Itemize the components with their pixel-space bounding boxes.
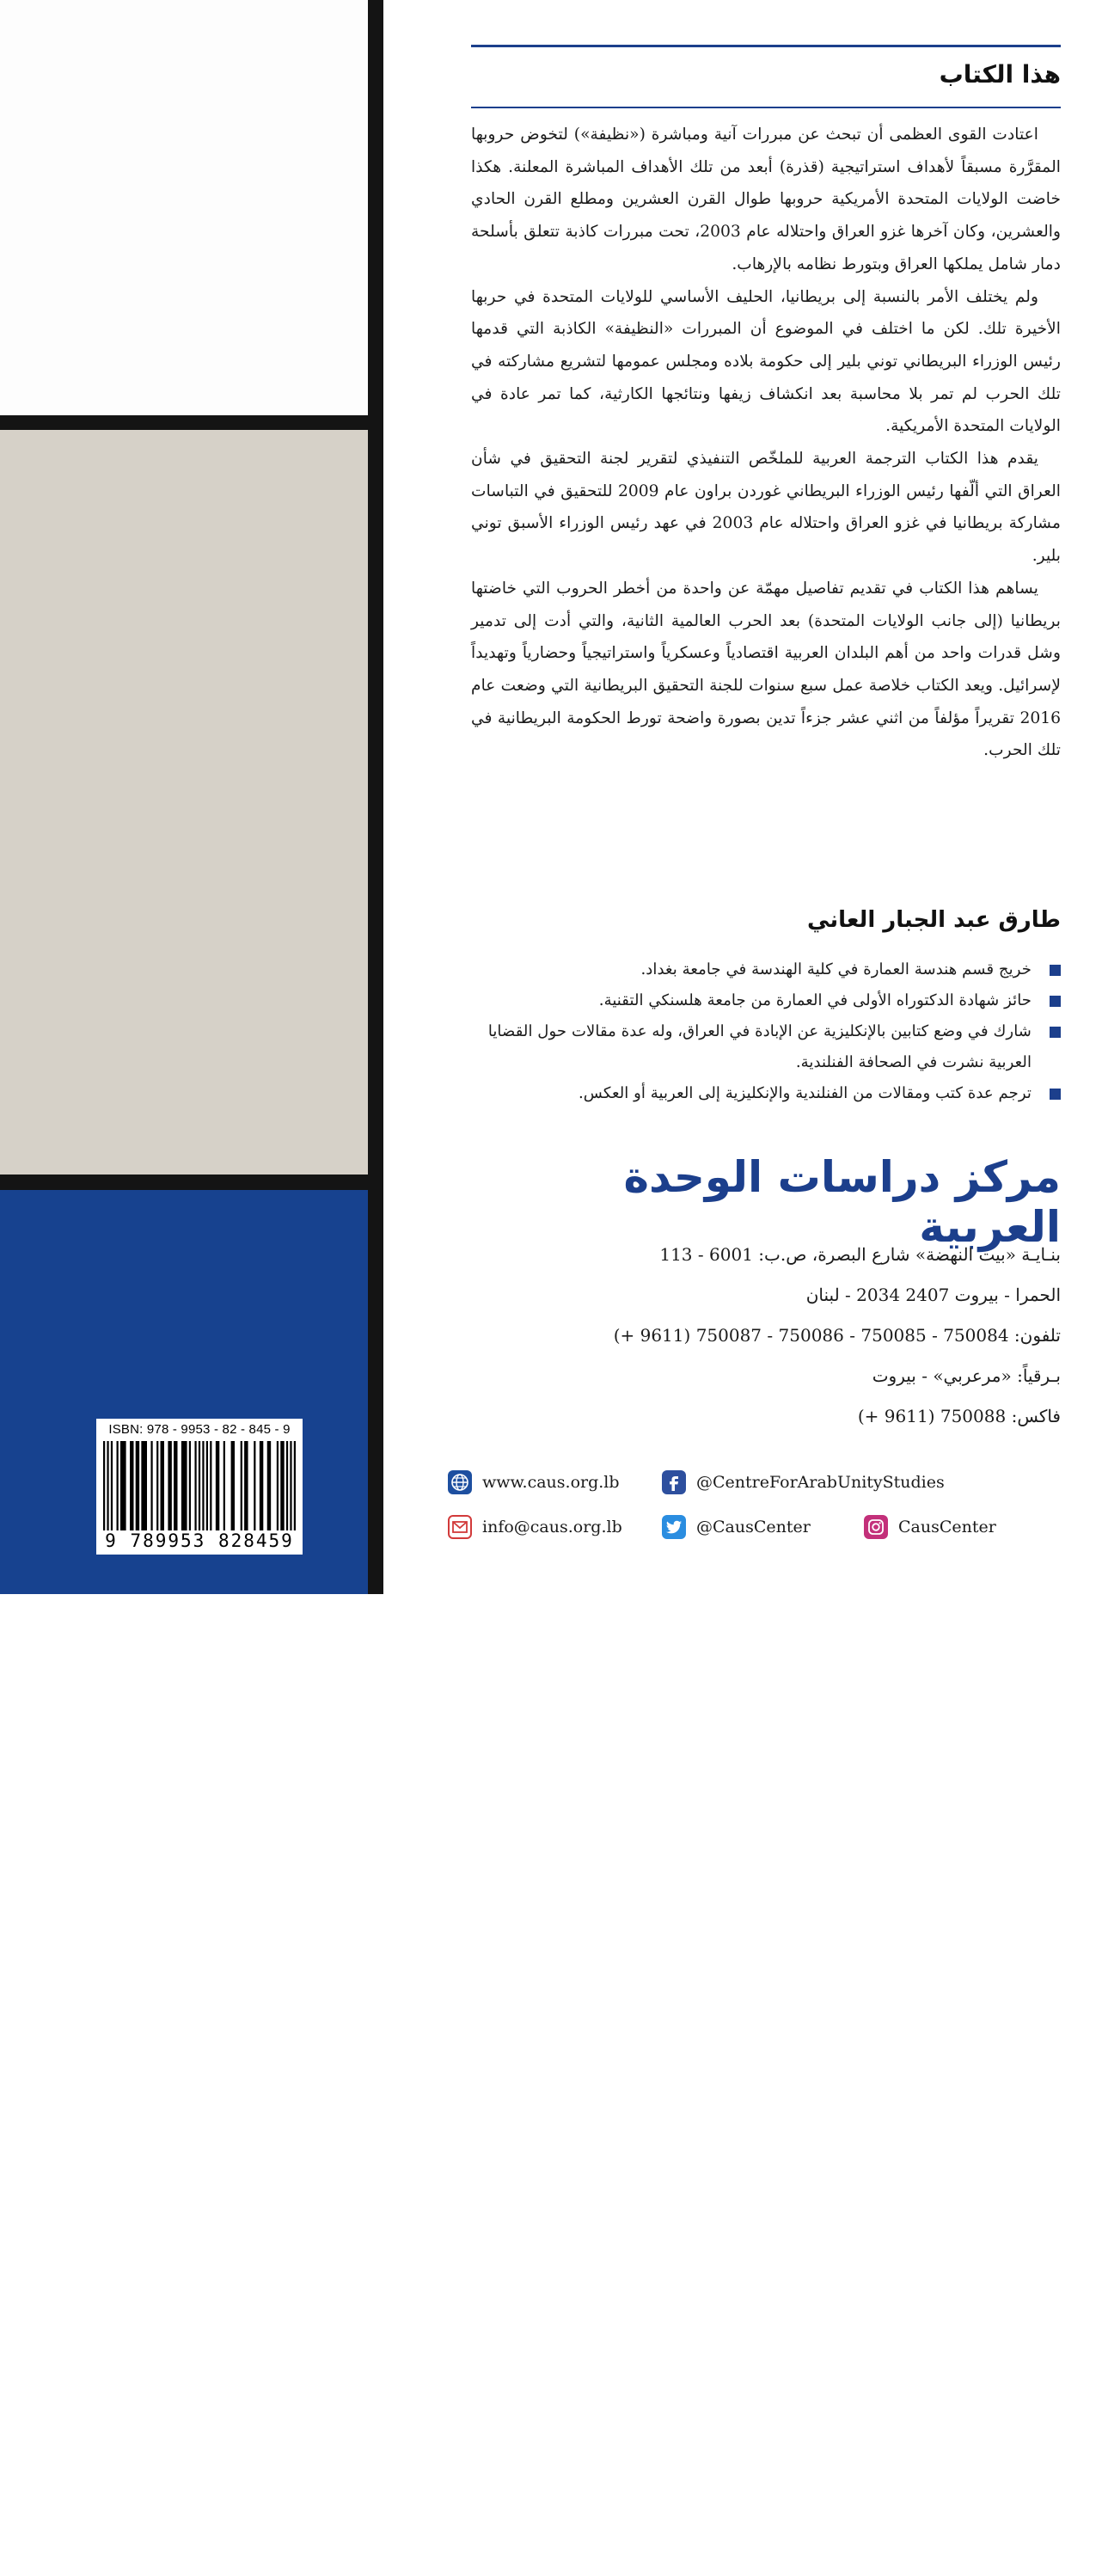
facebook-text: @CentreForArabUnityStudies — [696, 1473, 945, 1492]
barcode-bar — [141, 1441, 147, 1530]
paragraph: اعتادت القوى العظمى أن تبحث عن مبررات آنية ومباشرة («نظيفة») لتخوض حروبها المقرَّرة مسبقاً لأهداف استراتيجية (قذرة) أبعد من تلك الأهداف المباشرة المعلنة. هكذا خاضت الولايات المتحدة الأمريكية حروبها طوال القرن العشرين ومطلع القرن الحادي والعشرين، وكان آخرها غزو العراق واحتلاله عام 2003، تحت مبررات كاذبة تتعلق بأسلحة دمار شامل يملكها العراق وبتورط نظامه بالإرهاب. — [471, 126, 1061, 273]
email-link[interactable] — [448, 1515, 622, 1539]
bio-item — [471, 985, 1061, 1016]
bio-item — [471, 1016, 1061, 1078]
barcode-bar — [254, 1441, 255, 1530]
barcode-bar — [294, 1441, 296, 1530]
heading-rule — [471, 107, 1061, 108]
square-bullet-icon — [1050, 1027, 1061, 1038]
bio-text: خريج قسم هندسة العمارة في كلية الهندسة في جامعة بغداد. — [640, 960, 1032, 978]
square-bullet-icon — [1050, 1089, 1061, 1100]
isbn-label: ISBN: 978 - 9953 - 82 - 845 - 9 — [108, 1422, 291, 1437]
barcode-bar — [189, 1441, 191, 1530]
bio-item — [471, 954, 1061, 985]
fax-line: فاكس: 750088 (9611 +) — [857, 1406, 1061, 1426]
instagram-text: CausCenter — [898, 1518, 996, 1536]
square-bullet-icon — [1050, 996, 1061, 1007]
author-bio-list — [471, 954, 1061, 1109]
publisher-contact — [471, 1235, 1061, 1437]
website-text: www.caus.org.lb — [482, 1473, 620, 1492]
price-equivalent: أو ما يعادلها — [127, 2548, 215, 2569]
frame-divider-top — [0, 415, 368, 430]
bio-text: حائز شهادة الدكتوراه الأولى في العمارة من جامعة هلسنكي التقنية. — [598, 991, 1032, 1009]
barcode-bar — [277, 1441, 279, 1530]
twitter-link[interactable] — [662, 1515, 811, 1539]
barcode-bar — [210, 1441, 211, 1530]
square-bullet-icon — [1050, 965, 1061, 976]
left-beige-panel — [0, 430, 368, 1175]
frame-divider-vertical — [368, 0, 383, 1594]
left-top-panel — [0, 0, 368, 415]
phone-line: تلفون: 750084 - 750085 - 750086 - 750087 (9611 +) — [613, 1325, 1061, 1346]
twitter-text: @CausCenter — [696, 1518, 811, 1536]
barcode-bar — [244, 1441, 248, 1530]
barcode-bar — [174, 1441, 177, 1530]
bio-text: ترجم عدة كتب ومقالات من الفنلندية والإنكليزية إلى العربية أو العكس. — [578, 1084, 1032, 1102]
barcode-bar — [231, 1441, 235, 1530]
paragraph: يساهم هذا الكتاب في تقديم تفاصيل مهمّة عن واحدة من أخطر الحروب التي خاضتها بريطانيا (إلى جانب الولايات المتحدة) بعد الحرب العالمية الثانية، والتي أدت إلى تدمير وشل قدرات واحد من أهم البلدان العربية اقتصادياً وعسكرياً واستراتيجياً وحضارياً وتهديداً لإسرائيل. ويعد الكتاب خلاصة عمل سبع سنوات للجنة التحقيق البريطانية التي وضعت عام 2016 تقريراً مؤلفاً من اثني عشر جزءاً تدين بصورة واضحة تورط الحكومة البريطانية في تلك الحرب. — [471, 579, 1061, 760]
barcode-bar — [156, 1441, 158, 1530]
barcode-bar — [136, 1441, 139, 1530]
barcode-bar — [168, 1441, 171, 1530]
website-link[interactable] — [448, 1470, 620, 1494]
barcode-bar — [161, 1441, 164, 1530]
facebook-icon — [662, 1470, 686, 1494]
bio-text: شارك في وضع كتابين بالإنكليزية عن الإبادة في العراق، وله عدة مقالات حول القضايا العربية نشرت في الصحافة الفنلندية. — [487, 1022, 1032, 1071]
price-label — [77, 2507, 215, 2576]
email-text: info@caus.org.lb — [482, 1518, 622, 1536]
price-line: الثمن: 12 دولاراً — [93, 2514, 215, 2535]
book-description — [471, 119, 1061, 767]
telegram-line: بـرقياً: «مرعربي» - بيروت — [872, 1365, 1061, 1386]
barcode-bar — [107, 1441, 108, 1530]
barcode-bar — [202, 1441, 204, 1530]
email-icon — [448, 1515, 472, 1539]
barcode-bar — [216, 1441, 219, 1530]
city-line: الحمرا - بيروت 2407 2034 - لبنان — [805, 1285, 1061, 1305]
bio-item — [471, 1078, 1061, 1109]
section-heading: هذا الكتاب — [939, 60, 1061, 89]
barcode-digits: 9 789953 828459 — [105, 1530, 294, 1551]
barcode-bar — [199, 1441, 200, 1530]
barcode-bars — [103, 1441, 296, 1530]
paragraph: يقدم هذا الكتاب الترجمة العربية للملخّص التنفيذي لتقرير لجنة التحقيق في شأن العراق التي ألّفها رئيس الوزراء البريطاني غوردن براون عام 2009 للتحقيق في التباسات مشاركة بريطانيا في غزو العراق واحتلاله عام 2003 في عهد رئيس الوزراء الأسبق توني بلير. — [471, 450, 1061, 566]
instagram-link[interactable] — [864, 1515, 996, 1539]
author-name: طارق عبد الجبار العاني — [807, 907, 1061, 933]
barcode-bar — [206, 1441, 208, 1530]
top-rule — [471, 45, 1061, 47]
barcode-bar — [150, 1441, 152, 1530]
paragraph: ولم يختلف الأمر بالنسبة إلى بريطانيا، الحليف الأساسي للولايات المتحدة في حربها الأخيرة تلك. لكن ما اختلف في الموضوع أن المبررات «النظيفة» الكاذبة التي قدمها رئيس الوزراء البريطاني توني بلير إلى حكومة بلاده ومجلس عمومها لتشريع مشاركته في تلك الحرب لم تمر بلا محاسبة بعد انكشاف زيفها ونتائجها الكارثية، كما تمر عادة في الولايات المتحدة الأمريكية. — [471, 287, 1061, 436]
barcode-bar — [280, 1441, 284, 1530]
barcode-bar — [267, 1441, 271, 1530]
twitter-icon — [662, 1515, 686, 1539]
barcode-bar — [223, 1441, 225, 1530]
globe-icon — [448, 1470, 472, 1494]
barcode-bar — [130, 1441, 133, 1530]
barcode-bar — [117, 1441, 119, 1530]
frame-divider-bottom — [0, 1175, 368, 1190]
address-line: بنـايـة «بيت النهضة» شارع البصرة، ص.ب: 6001 - 113 — [659, 1244, 1061, 1265]
instagram-icon — [864, 1515, 888, 1539]
barcode-bar — [111, 1441, 113, 1530]
barcode-bar — [120, 1441, 126, 1530]
barcode-bar — [103, 1441, 105, 1530]
barcode-bar — [290, 1441, 291, 1530]
publisher-name: مركز دراسات الوحدة العربية — [623, 1152, 1061, 1252]
barcode-box — [96, 1419, 303, 1555]
barcode-bar — [286, 1441, 288, 1530]
barcode-bar — [181, 1441, 187, 1530]
barcode-bar — [194, 1441, 196, 1530]
facebook-link[interactable] — [662, 1470, 945, 1494]
barcode-bar — [260, 1441, 263, 1530]
barcode-bar — [241, 1441, 242, 1530]
